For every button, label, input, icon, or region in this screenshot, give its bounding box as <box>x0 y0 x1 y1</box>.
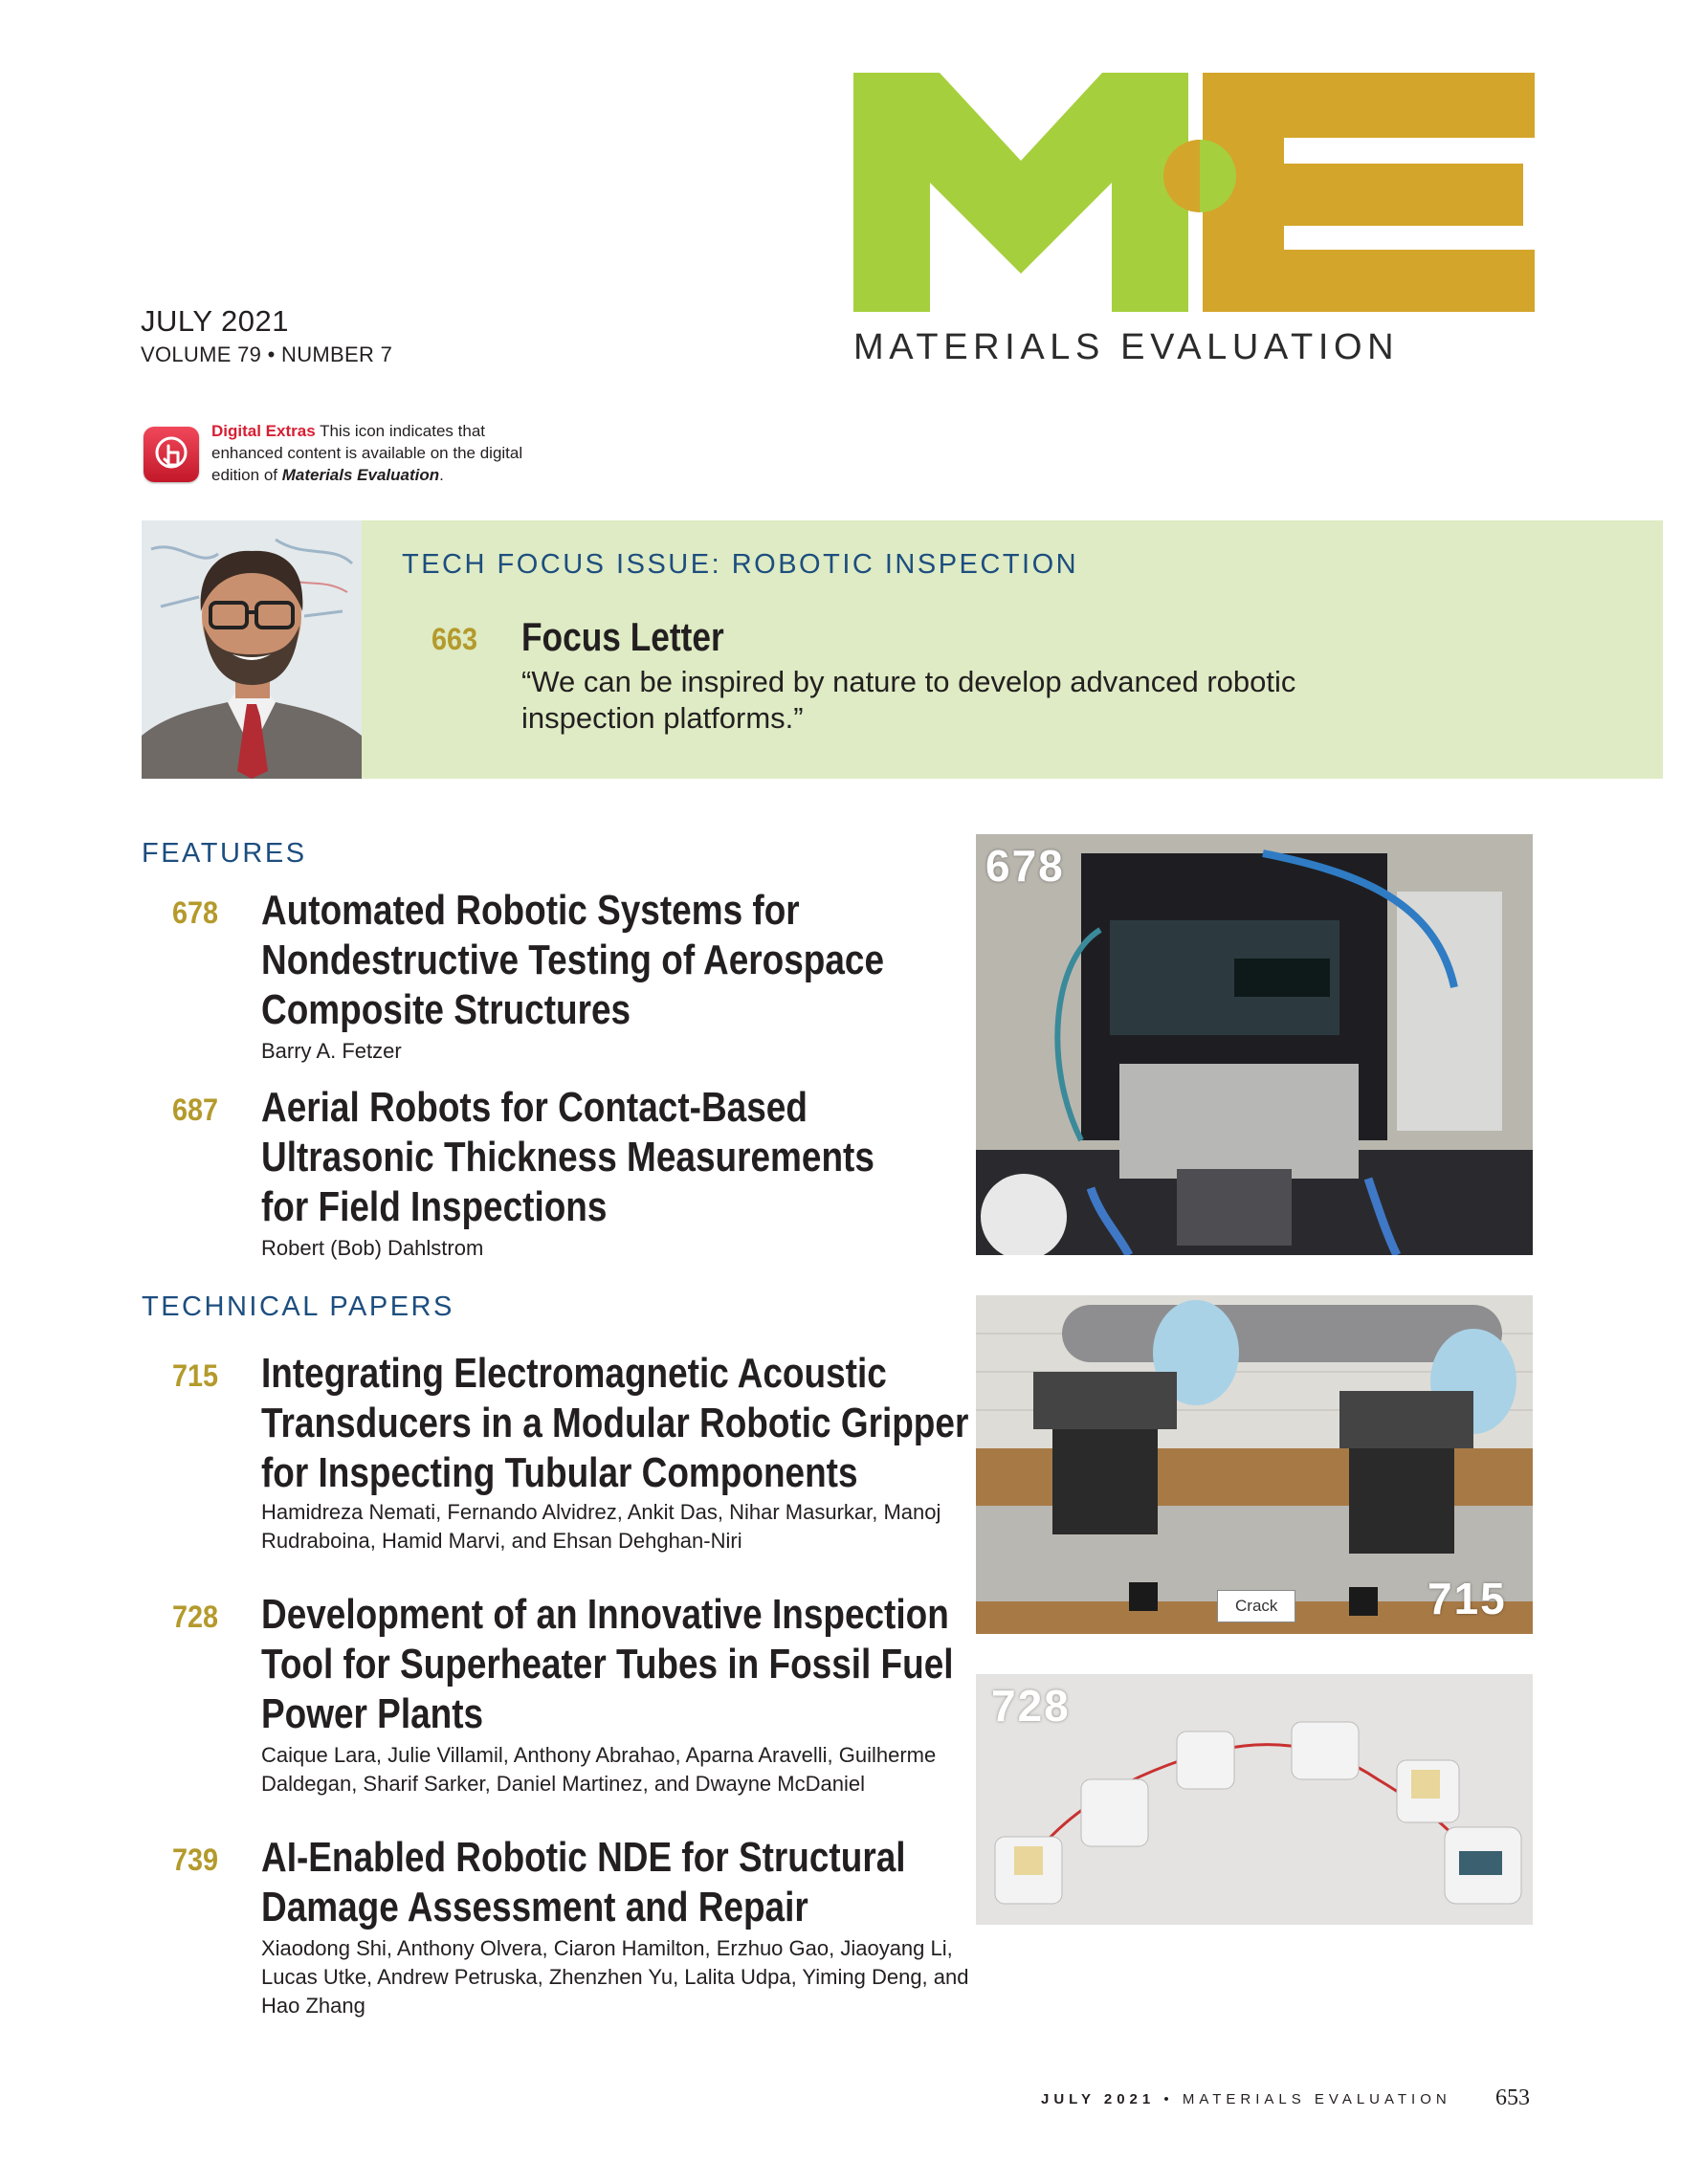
article-authors: Caique Lara, Julie Villamil, Anthony Abrahao, Aparna Aravelli, Guilherme Daldegan, Sharif Sarker, Daniel Martinez, and Dwayne McDaniel <box>261 1743 937 1796</box>
article-authors: Xiaodong Shi, Anthony Olvera, Ciaron Hamilton, Erzhuo Gao, Jiaoyang Li, Lucas Utke, Andrew Petruska, Zhenzhen Yu, Lalita Udpa, Yiming Deng, and Hao Zhang <box>261 1936 969 2018</box>
article-page-number: 687 <box>172 1092 219 1127</box>
photo-robotic-system <box>976 834 1533 1255</box>
article-authors: Hamidreza Nemati, Fernando Alvidrez, Ankit Das, Nihar Masurkar, Manoj Rudraboina, Hamid Marvi, and Ehsan Dehghan-Niri <box>261 1500 941 1553</box>
issue-volume: VOLUME 79 • NUMBER 7 <box>141 342 393 366</box>
focus-title: Focus Letter <box>521 614 724 659</box>
focus-page-number: 663 <box>432 622 478 656</box>
photo-robotic-gripper <box>976 1295 1533 1634</box>
article-title: Development of an Innovative Inspection Tool for Superheater Tubes in Fossil Fuel Power Plants <box>261 1591 954 1737</box>
article-authors: Robert (Bob) Dahlstrom <box>261 1236 484 1260</box>
focus-quote: “We can be inspired by nature to develop advanced robotic inspection platforms.” <box>521 665 1296 735</box>
technical-papers-heading: TECHNICAL PAPERS <box>142 1291 454 1322</box>
focus-section-heading: TECH FOCUS ISSUE: ROBOTIC INSPECTION <box>402 549 1079 580</box>
article-authors: Barry A. Fetzer <box>261 1039 402 1063</box>
photo-label: 678 <box>985 841 1065 891</box>
article-title: Aerial Robots for Contact-Based Ultrasonic Thickness Measurements for Field Inspections <box>261 1084 874 1230</box>
digital-extras-icon <box>144 427 199 482</box>
me-logo <box>853 73 1535 356</box>
photo-label: 715 <box>1427 1574 1507 1623</box>
article-title: Automated Robotic Systems for Nondestructive Testing of Aerospace Composite Structures <box>261 887 885 1033</box>
digital-extras-label: Digital Extras <box>211 422 316 440</box>
article-page-number: 739 <box>172 1842 219 1877</box>
features-heading: FEATURES <box>142 838 307 869</box>
issue-date: JULY 2021 <box>141 304 290 338</box>
photo-label: 728 <box>991 1681 1071 1731</box>
article-title: Integrating Electromagnetic Acoustic Transducers in a Modular Robotic Gripper for Inspecting Tubular Components <box>261 1350 969 1496</box>
page-number: 653 <box>1495 2085 1530 2110</box>
running-footer: JULY 2021 • MATERIALS EVALUATION <box>1041 2091 1451 2107</box>
crack-callout: Crack <box>1217 1590 1295 1622</box>
article-page-number: 715 <box>172 1358 219 1393</box>
digital-extras-note: Digital Extras This icon indicates that enhanced content is available on the digital edition of Materials Evaluation. <box>211 422 523 484</box>
article-page-number: 728 <box>172 1599 219 1634</box>
author-portrait <box>142 520 362 779</box>
photo-inspection-tool <box>976 1674 1533 1925</box>
article-title: AI-Enabled Robotic NDE for Structural Damage Assessment and Repair <box>261 1834 906 1930</box>
article-page-number: 678 <box>172 895 219 930</box>
logo-tagline: MATERIALS EVALUATION <box>853 327 1400 367</box>
